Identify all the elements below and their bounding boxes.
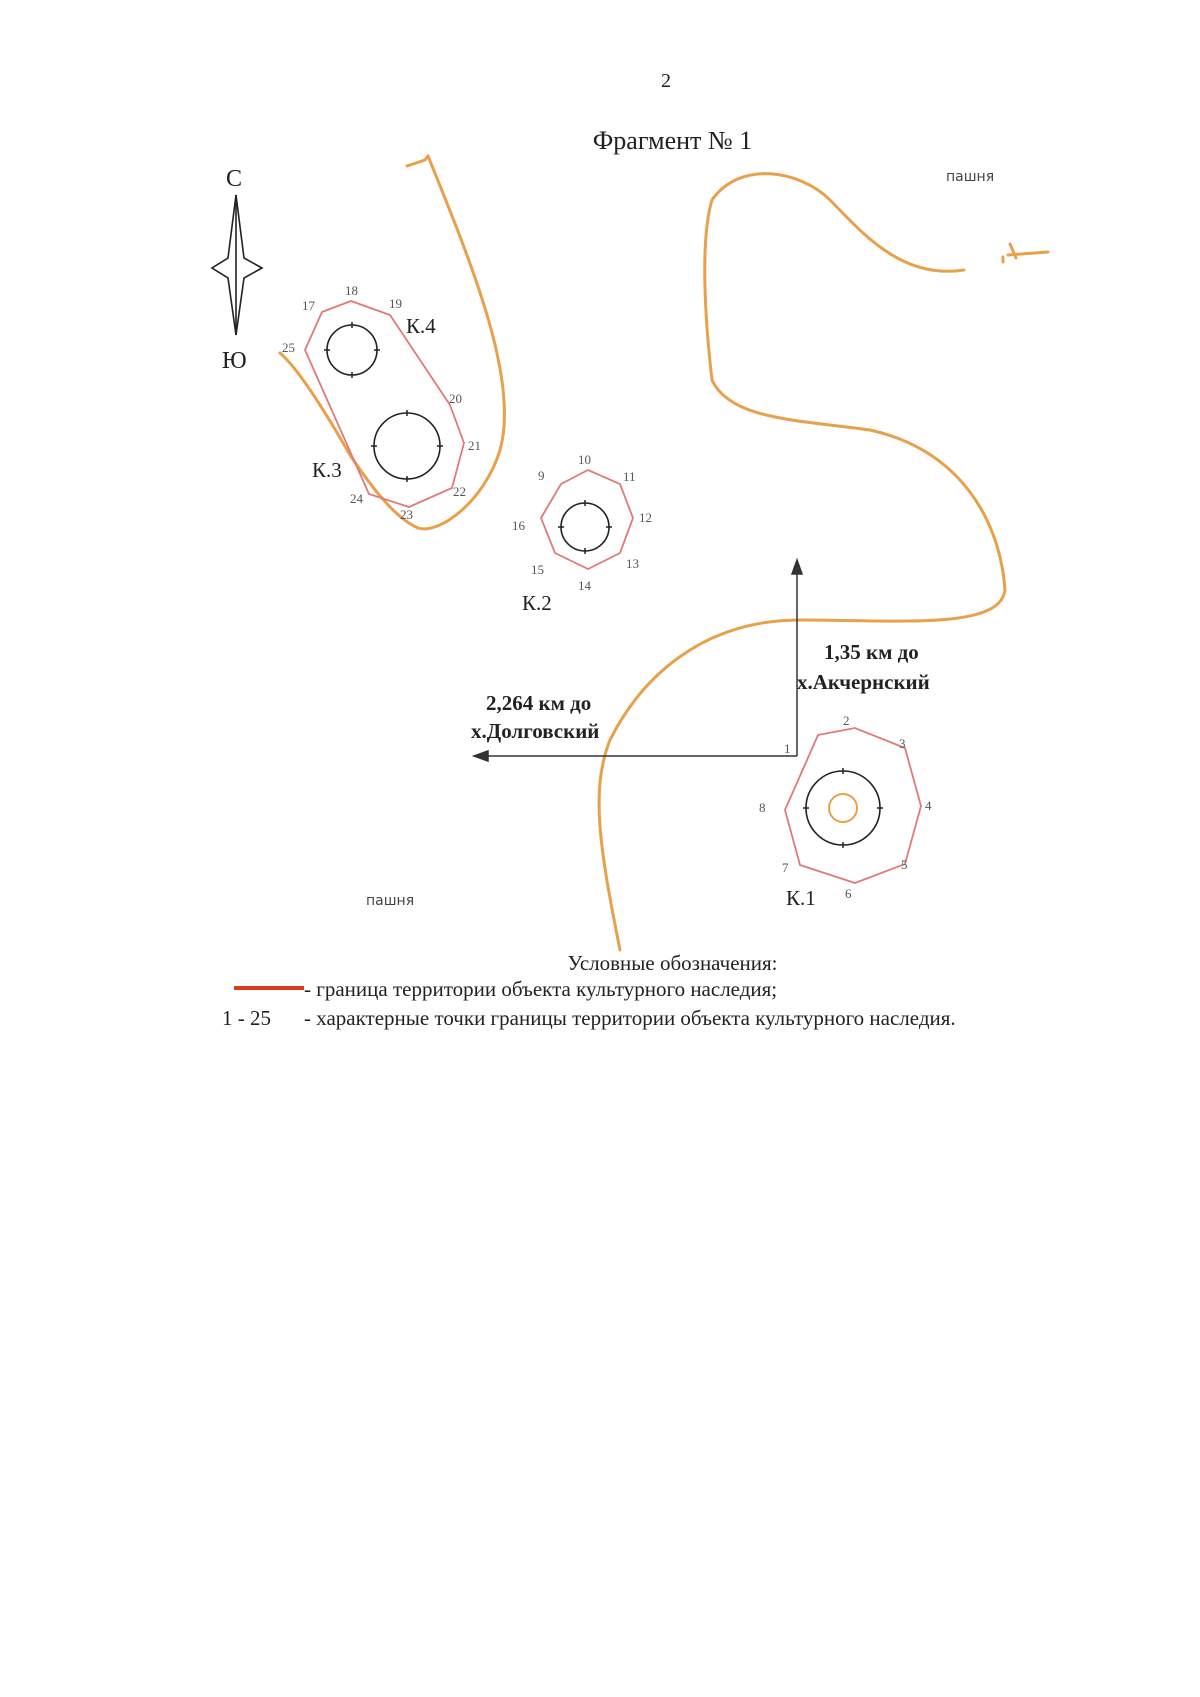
point-20: 20 — [449, 391, 462, 406]
point-4: 4 — [925, 798, 932, 813]
page-number: 2 — [661, 70, 671, 92]
distance-north-line2: х.Акчернский — [797, 670, 930, 694]
site-circle-k2 — [561, 503, 609, 551]
point-2: 2 — [843, 713, 850, 728]
field-label-southwest: пашня — [366, 893, 415, 909]
point-19: 19 — [389, 296, 402, 311]
label-k2: К.2 — [522, 591, 552, 615]
label-k4: К.4 — [406, 314, 436, 338]
distance-west-line1: 2,264 км до — [486, 691, 592, 715]
point-3: 3 — [899, 736, 906, 751]
legend-symbol-points: 1 - 25 — [222, 1006, 271, 1030]
legend-item-points: - характерные точки границы территории объекта культурного наследия. — [304, 1006, 956, 1030]
point-12: 12 — [639, 510, 652, 525]
point-25: 25 — [282, 340, 295, 355]
field-label-northeast: пашня — [946, 169, 995, 185]
point-5: 5 — [901, 857, 908, 872]
contour-tick-west — [407, 156, 428, 166]
contour-line-east — [599, 174, 1005, 950]
boundary-k2 — [541, 470, 633, 569]
legend-title: Условные обозначения: — [567, 951, 778, 975]
point-6: 6 — [845, 886, 852, 901]
distance-west-line2: х.Долговский — [471, 719, 600, 743]
point-24: 24 — [350, 491, 363, 506]
point-14: 14 — [578, 578, 591, 593]
compass-south-label: Ю — [222, 348, 247, 374]
fragment-title: Фрагмент № 1 — [592, 126, 753, 155]
site-circle-k1 — [806, 771, 880, 845]
site-circle-k3 — [374, 413, 440, 479]
compass-north-label: С — [226, 166, 243, 192]
point-8: 8 — [759, 800, 766, 815]
point-21: 21 — [468, 438, 481, 453]
point-11: 11 — [623, 469, 636, 484]
label-k1: К.1 — [786, 886, 816, 910]
label-k3: К.3 — [312, 458, 342, 482]
point-13: 13 — [626, 556, 639, 571]
site-core-k1 — [829, 794, 857, 822]
point-7: 7 — [782, 860, 789, 875]
arrow-north-head — [792, 560, 802, 574]
distance-north-line1: 1,35 км до — [824, 640, 919, 664]
contour-tick-east — [1003, 244, 1048, 262]
point-16: 16 — [512, 518, 525, 533]
legend-item-boundary: - граница территории объекта культурного наследия; — [304, 977, 778, 1001]
point-10: 10 — [578, 452, 591, 467]
point-1: 1 — [784, 741, 791, 756]
compass-rose — [212, 195, 262, 335]
point-9: 9 — [538, 468, 545, 483]
legend-boundary-line — [234, 986, 304, 990]
site-circle-k4 — [327, 325, 377, 375]
point-23: 23 — [400, 507, 413, 522]
point-15: 15 — [531, 562, 544, 577]
point-22: 22 — [453, 484, 466, 499]
point-17: 17 — [302, 298, 315, 313]
arrow-west-head — [474, 751, 488, 761]
point-18: 18 — [345, 283, 358, 298]
